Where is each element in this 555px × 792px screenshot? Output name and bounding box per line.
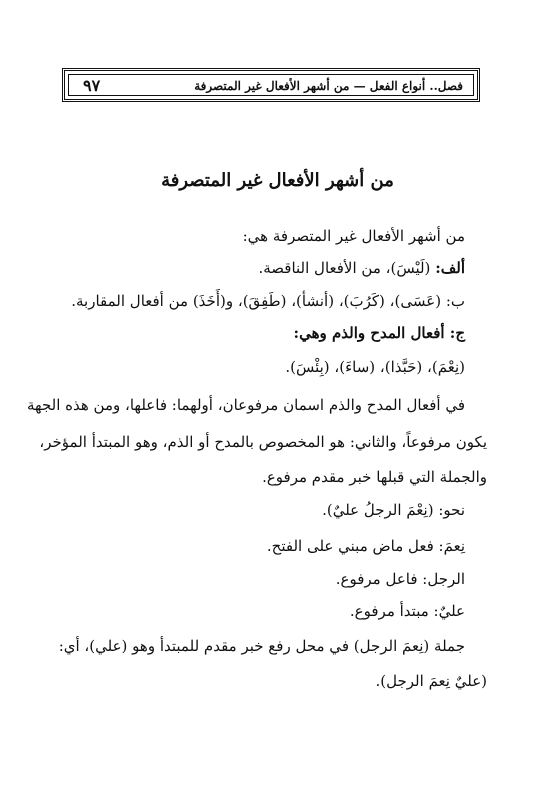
example-line: نحو: (نِعْمَ الرجلُ عليٌ). [322, 501, 465, 519]
page-header [62, 68, 480, 102]
running-title: فصل.. أنواع الفعل — من أشهر الأفعال غير المتصرفة [194, 79, 463, 93]
paragraph-1-line-3: والجملة التي قبلها خبر مقدم مرفوع. [262, 468, 487, 486]
verbs-line: (نِعْمَ)، (حَبَّذا)، (ساءَ)، (بِئْسَ). [285, 358, 465, 376]
page-number: ٩٧ [83, 76, 101, 95]
paragraph-1-line-2: يكون مرفوعاً، والثاني: هو المخصوص بالمدح أو الذم، وهو المبتدأ المؤخر، [39, 433, 487, 451]
jim-line: ج: أفعال المدح والذم وهي: [293, 324, 465, 342]
parse-rajul: الرجل: فاعل مرفوع. [335, 570, 465, 588]
header-inner-frame [68, 74, 474, 96]
alif-label: ألف: [435, 259, 465, 277]
parse-naama: نِعمَ: فعل ماض مبني على الفتح. [266, 537, 465, 555]
alif-text: (لَيْسَ)، من الأفعال الناقصة. [258, 259, 436, 277]
intro-line: من أشهر الأفعال غير المتصرفة هي: [242, 227, 465, 245]
alif-line [258, 258, 465, 278]
ba-line: ب: (عَسَى)، (كَرُبَ)، (أنشأ)، (طَفِقَ)، و(أَخَذَ) من أفعال المقاربة. [71, 292, 465, 310]
parse-ali: عليٌ: مبتدأ مرفوع. [349, 602, 465, 620]
section-heading: من أشهر الأفعال غير المتصرفة [161, 170, 394, 191]
paragraph-2-line-2: (عليٌ نِعمَ الرجل). [375, 672, 487, 690]
paragraph-1-line-1: في أفعال المدح والذم اسمان مرفوعان، أولهما: فاعلها، ومن هذه الجهة [27, 396, 465, 414]
paragraph-2-line-1: جملة (نِعمَ الرجل) في محل رفع خبر مقدم للمبتدأ وهو (علي)، أي: [58, 637, 465, 655]
